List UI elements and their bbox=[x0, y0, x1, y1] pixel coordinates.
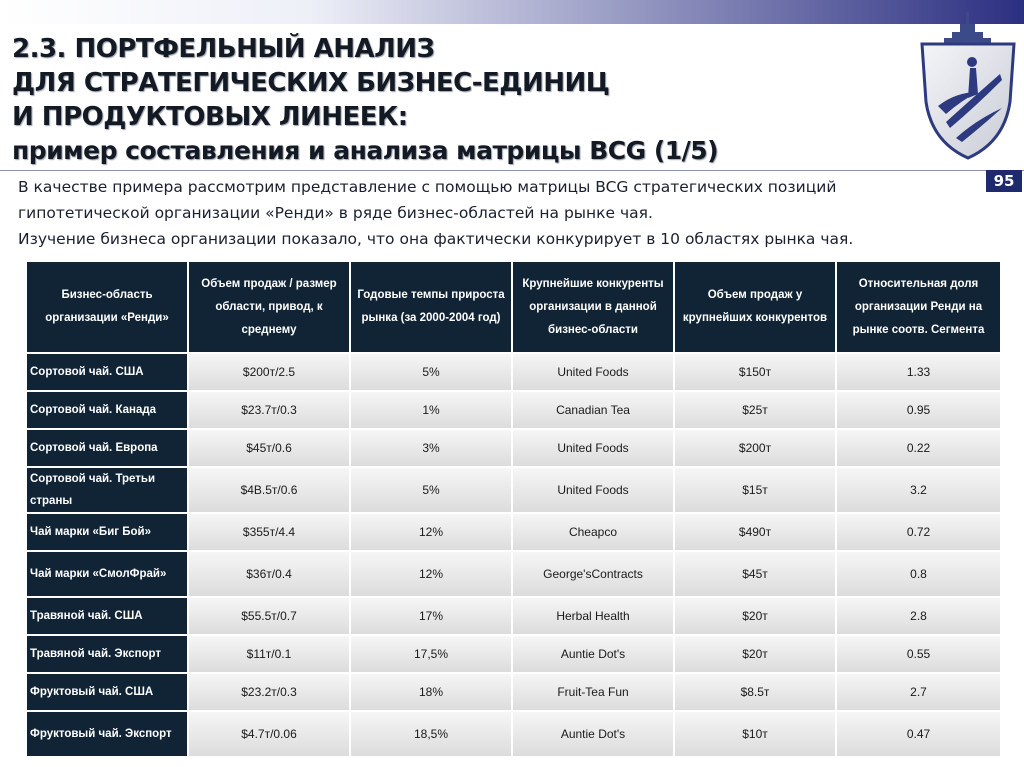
cell-area: Сортовой чай. США bbox=[27, 354, 187, 390]
cell-competitor: Auntie Dot's bbox=[513, 636, 673, 672]
cell-competitor: Herbal Health bbox=[513, 598, 673, 634]
table-row bbox=[27, 712, 1000, 756]
cell-sales: $355т/4.4 bbox=[189, 514, 349, 550]
cell-area: Чай марки «СмолФрай» bbox=[27, 552, 187, 596]
intro-paragraph-2: Изучение бизнеса организации показало, что она фактически конкурирует в 10 областях рынка чая. bbox=[18, 230, 854, 248]
table-row bbox=[27, 468, 1000, 512]
title-line-4: пример составления и анализа матрицы BCG (1/5) bbox=[12, 136, 719, 165]
cell-sales: $45т/0.6 bbox=[189, 430, 349, 466]
cell-area: Травяной чай. Экспорт bbox=[27, 636, 187, 672]
table-header-row bbox=[27, 262, 1000, 352]
cell-competitor-sales: $20т bbox=[675, 636, 835, 672]
cell-sales: $200т/2.5 bbox=[189, 354, 349, 390]
header-sales-volume: Объем продаж / размер области, привод, к среднему bbox=[189, 262, 349, 352]
slide-number-badge: 95 bbox=[986, 170, 1022, 192]
header-divider bbox=[0, 170, 1024, 171]
cell-area: Сортовой чай. Канада bbox=[27, 392, 187, 428]
title-line-3: И ПРОДУКТОВЫХ ЛИНЕЕК: bbox=[12, 102, 408, 132]
table-row bbox=[27, 552, 1000, 596]
cell-competitor: United Foods bbox=[513, 354, 673, 390]
cell-share: 2.7 bbox=[837, 674, 1000, 710]
cell-competitor-sales: $490т bbox=[675, 514, 835, 550]
cell-sales: $55.5т/0.7 bbox=[189, 598, 349, 634]
cell-share: 0.95 bbox=[837, 392, 1000, 428]
cell-area: Фруктовый чай. Экспорт bbox=[27, 712, 187, 756]
cell-competitor-sales: $20т bbox=[675, 598, 835, 634]
intro-text bbox=[18, 174, 978, 252]
table-row bbox=[27, 392, 1000, 428]
cell-growth: 12% bbox=[351, 514, 511, 550]
cell-area: Фруктовый чай. США bbox=[27, 674, 187, 710]
cell-growth: 3% bbox=[351, 430, 511, 466]
cell-competitor-sales: $8.5т bbox=[675, 674, 835, 710]
table-row bbox=[27, 674, 1000, 710]
cell-growth: 5% bbox=[351, 468, 511, 512]
table-row bbox=[27, 598, 1000, 634]
cell-growth: 17% bbox=[351, 598, 511, 634]
cell-competitor: Fruit-Tea Fun bbox=[513, 674, 673, 710]
cell-growth: 12% bbox=[351, 552, 511, 596]
cell-share: 1.33 bbox=[837, 354, 1000, 390]
cell-sales: $23.7т/0.3 bbox=[189, 392, 349, 428]
university-emblem-icon bbox=[916, 10, 1020, 160]
cell-growth: 5% bbox=[351, 354, 511, 390]
cell-share: 0.72 bbox=[837, 514, 1000, 550]
table-row bbox=[27, 636, 1000, 672]
header-business-area: Бизнес-область организации «Ренди» bbox=[27, 262, 187, 352]
cell-share: 2.8 bbox=[837, 598, 1000, 634]
intro-paragraph-1a: В качестве примера рассмотрим представление с помощью матрицы BCG стратегических позиций bbox=[18, 178, 837, 196]
cell-competitor: Canadian Tea bbox=[513, 392, 673, 428]
cell-share: 0.22 bbox=[837, 430, 1000, 466]
cell-growth: 1% bbox=[351, 392, 511, 428]
title-line-1: 2.3. ПОРТФЕЛЬНЫЙ АНАЛИЗ bbox=[12, 34, 435, 64]
cell-area: Чай марки «Биг Бой» bbox=[27, 514, 187, 550]
cell-growth: 18,5% bbox=[351, 712, 511, 756]
cell-growth: 18% bbox=[351, 674, 511, 710]
cell-sales: $4B.5т/0.6 bbox=[189, 468, 349, 512]
cell-competitor-sales: $45т bbox=[675, 552, 835, 596]
cell-competitor: United Foods bbox=[513, 430, 673, 466]
cell-competitor: United Foods bbox=[513, 468, 673, 512]
header-relative-share: Относительная доля организации Ренди на рынке соотв. Сегмента bbox=[837, 262, 1000, 352]
header-market-growth: Годовые темпы прироста рынка (за 2000-2004 год) bbox=[351, 262, 511, 352]
cell-area: Сортовой чай. Европа bbox=[27, 430, 187, 466]
cell-sales: $11т/0.1 bbox=[189, 636, 349, 672]
table-row bbox=[27, 430, 1000, 466]
cell-competitor-sales: $150т bbox=[675, 354, 835, 390]
slide-title bbox=[12, 32, 892, 168]
cell-sales: $36т/0.4 bbox=[189, 552, 349, 596]
top-gradient-bar bbox=[0, 0, 1024, 24]
cell-share: 0.8 bbox=[837, 552, 1000, 596]
header-main-competitors: Крупнейшие конкуренты организации в данной бизнес-области bbox=[513, 262, 673, 352]
cell-sales: $23.2т/0.3 bbox=[189, 674, 349, 710]
cell-competitor: Cheapco bbox=[513, 514, 673, 550]
cell-competitor-sales: $15т bbox=[675, 468, 835, 512]
intro-paragraph-1b: гипотетической организации «Ренди» в ряде бизнес-областей на рынке чая. bbox=[18, 204, 653, 222]
cell-area: Сортовой чай. Третьи страны bbox=[27, 468, 187, 512]
table-row bbox=[27, 514, 1000, 550]
cell-area: Травяной чай. США bbox=[27, 598, 187, 634]
cell-sales: $4.7т/0.06 bbox=[189, 712, 349, 756]
cell-competitor-sales: $25т bbox=[675, 392, 835, 428]
table-row bbox=[27, 354, 1000, 390]
cell-competitor: George'sContracts bbox=[513, 552, 673, 596]
bcg-data-table bbox=[25, 260, 1002, 758]
cell-share: 0.47 bbox=[837, 712, 1000, 756]
cell-share: 0.55 bbox=[837, 636, 1000, 672]
header-competitor-sales: Объем продаж у крупнейших конкурентов bbox=[675, 262, 835, 352]
cell-growth: 17,5% bbox=[351, 636, 511, 672]
cell-share: 3.2 bbox=[837, 468, 1000, 512]
cell-competitor-sales: $10т bbox=[675, 712, 835, 756]
cell-competitor-sales: $200т bbox=[675, 430, 835, 466]
cell-competitor: Auntie Dot's bbox=[513, 712, 673, 756]
title-line-2: ДЛЯ СТРАТЕГИЧЕСКИХ БИЗНЕС-ЕДИНИЦ bbox=[12, 68, 610, 98]
